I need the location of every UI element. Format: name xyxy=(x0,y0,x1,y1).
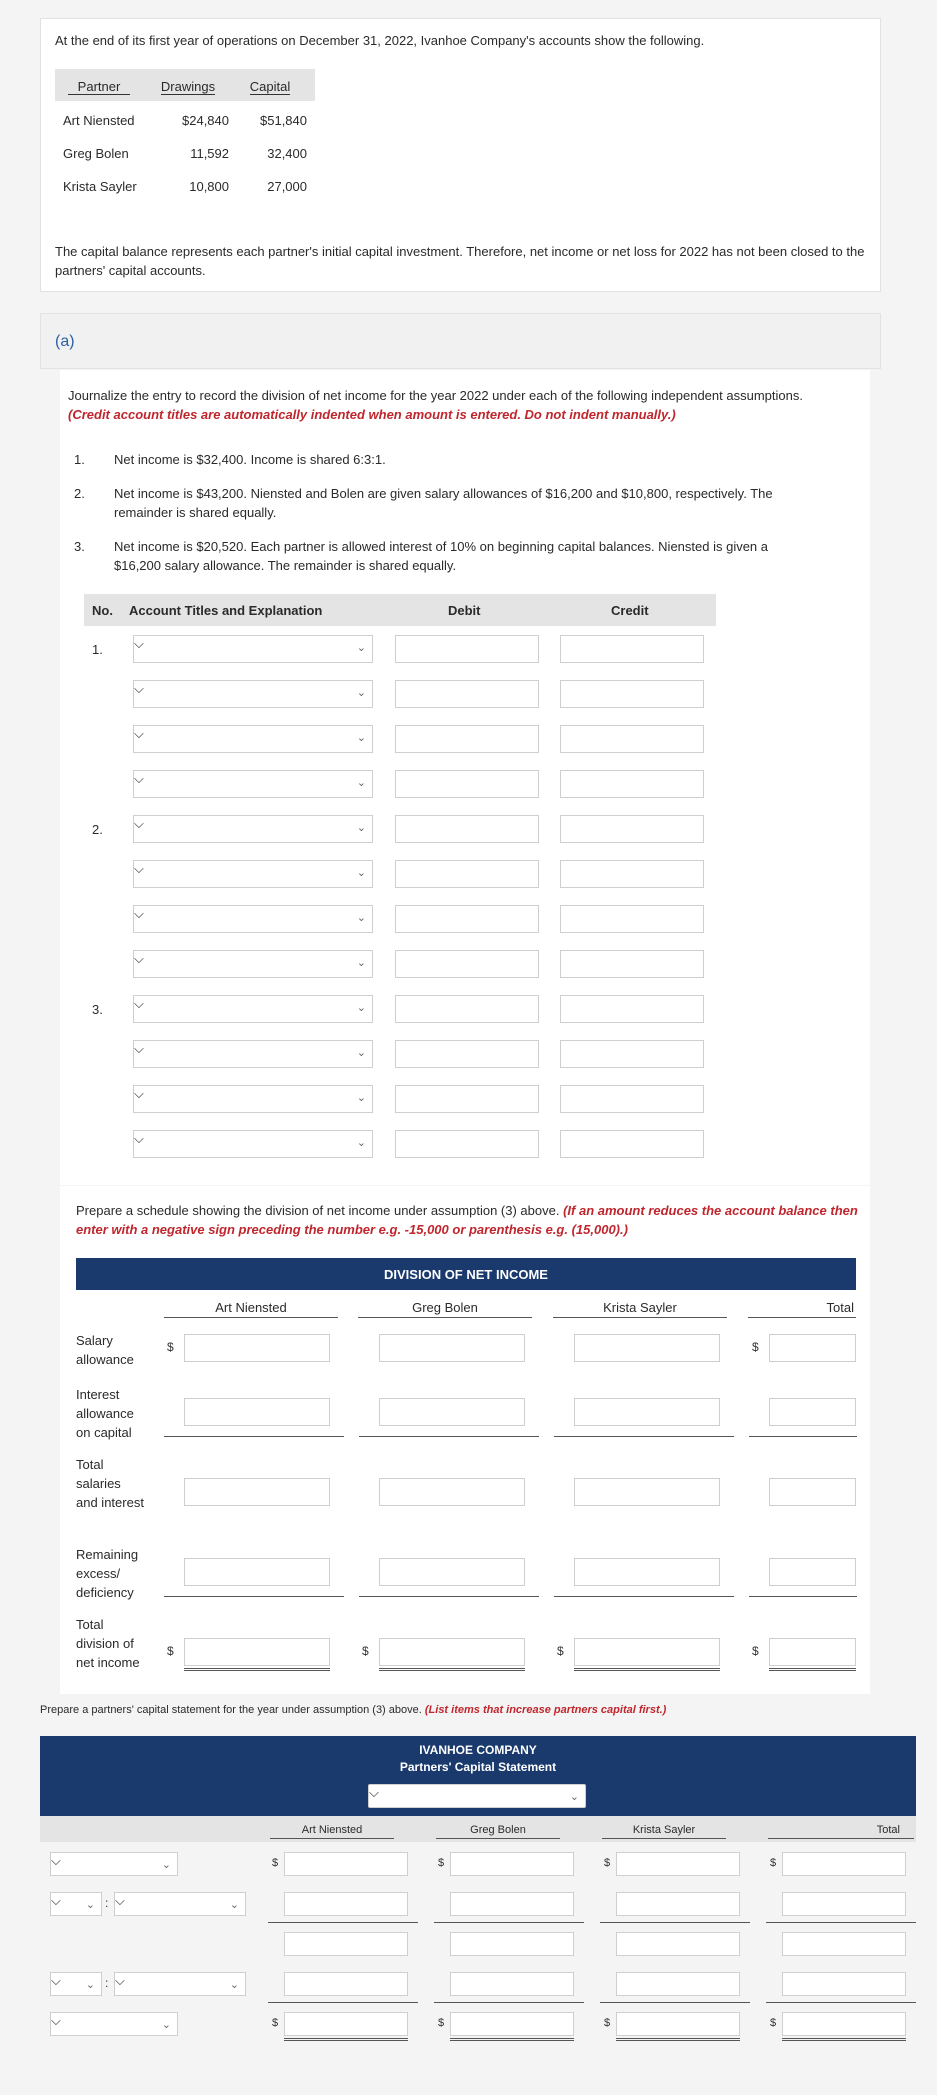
account-title-select[interactable] xyxy=(133,1130,373,1158)
capital-col-header: Total xyxy=(876,1824,900,1836)
currency-symbol: $ xyxy=(272,1857,279,1869)
col-underline xyxy=(358,1317,532,1318)
currency-symbol: $ xyxy=(604,2017,611,2029)
journal-instruction: Journalize the entry to record the division of net income for the year 2022 under each of the following independent assumptions. (Credit account titles are automatically indented when amount is entered. Do not indent manually.) xyxy=(68,388,803,422)
double-underline xyxy=(574,1668,720,1671)
currency-symbol: $ xyxy=(770,2017,777,2029)
schedule-col-header: Krista Sayler xyxy=(603,1300,677,1315)
schedule-amount-input[interactable] xyxy=(574,1478,720,1506)
schedule-row-label: Salary allowance xyxy=(76,1333,134,1367)
problem-note: The capital balance represents each partner's initial capital investment. Therefore, net income or net loss for 2022 has not been closed to the partners' capital accounts. xyxy=(55,244,865,278)
chevron-down-icon: ⌄ xyxy=(356,1002,366,1014)
chevron-down-icon: ⌄ xyxy=(356,1047,366,1059)
chevron-down-icon: ⌄ xyxy=(356,777,366,789)
statement-date-select[interactable] xyxy=(368,1784,586,1808)
schedule-amount-input[interactable] xyxy=(184,1398,330,1426)
debit-input[interactable] xyxy=(395,815,539,843)
subtotal-line xyxy=(164,1436,344,1437)
col-underline xyxy=(553,1317,727,1318)
capital-amount-input[interactable] xyxy=(616,1892,740,1916)
schedule-amount-input[interactable] xyxy=(574,1558,720,1586)
schedule-amount-input[interactable] xyxy=(574,1334,720,1362)
chevron-down-icon: ⌄ xyxy=(85,1979,95,1991)
double-underline xyxy=(769,1668,856,1671)
credit-input[interactable] xyxy=(560,770,704,798)
schedule-amount-input[interactable] xyxy=(769,1638,856,1666)
chevron-down-icon: ⌄ xyxy=(85,1899,95,1911)
account-title-select[interactable] xyxy=(133,1085,373,1113)
chevron-down-icon: ⌄ xyxy=(161,2019,171,2031)
subtotal-line xyxy=(359,1596,539,1597)
chevron-down-icon: ⌄ xyxy=(229,1899,239,1911)
account-title-select[interactable] xyxy=(133,635,373,663)
capital-col-header: Greg Bolen xyxy=(470,1824,526,1836)
currency-symbol: $ xyxy=(167,1340,174,1354)
row-drawings: 10,800 xyxy=(189,179,229,194)
capital-amount-input[interactable] xyxy=(284,1852,408,1876)
header-no: No. xyxy=(92,603,113,618)
schedule-amount-input[interactable] xyxy=(184,1334,330,1362)
credit-input[interactable] xyxy=(560,905,704,933)
row-drawings: $24,840 xyxy=(182,113,229,128)
capital-amount-input[interactable] xyxy=(616,2012,740,2036)
account-title-select[interactable] xyxy=(133,950,373,978)
account-title-select[interactable] xyxy=(133,770,373,798)
schedule-title: DIVISION OF NET INCOME xyxy=(384,1267,548,1282)
subtotal-line xyxy=(268,2002,418,2003)
schedule-amount-input[interactable] xyxy=(769,1478,856,1506)
chevron-down-icon: ⌄ xyxy=(569,1791,579,1803)
capital-amount-input[interactable] xyxy=(450,1932,574,1956)
assumption-text: Net income is $32,400. Income is shared 6:3:1. xyxy=(114,452,386,467)
double-underline xyxy=(284,2038,408,2041)
capital-amount-input[interactable] xyxy=(616,1932,740,1956)
col-underline xyxy=(768,1838,914,1839)
subtotal-line xyxy=(268,1922,418,1923)
account-title-select[interactable] xyxy=(133,905,373,933)
debit-input[interactable] xyxy=(395,1085,539,1113)
schedule-row-label: Remaining excess/ deficiency xyxy=(76,1547,139,1600)
subtotal-line xyxy=(554,1436,734,1437)
col-underline xyxy=(436,1838,560,1839)
subtotal-line xyxy=(359,1436,539,1437)
capital-amount-input[interactable] xyxy=(284,1972,408,1996)
capital-amount-input[interactable] xyxy=(782,2012,906,2036)
entry-number: 3. xyxy=(92,1002,103,1017)
credit-input[interactable] xyxy=(560,635,704,663)
account-title-select[interactable] xyxy=(133,860,373,888)
capital-item-select[interactable] xyxy=(114,1892,246,1916)
journal-card xyxy=(60,370,870,1185)
capital-amount-input[interactable] xyxy=(782,1972,906,1996)
col-underline xyxy=(748,1317,856,1318)
credit-input[interactable] xyxy=(560,860,704,888)
problem-intro: At the end of its first year of operations on December 31, 2022, Ivanhoe Company's accounts show the following. xyxy=(55,33,705,48)
currency-symbol: $ xyxy=(752,1340,759,1354)
double-underline xyxy=(782,2038,906,2041)
assumption-num: 2. xyxy=(74,486,85,501)
header-debit: Debit xyxy=(448,603,481,618)
schedule-row-label: Interest allowance on capital xyxy=(76,1387,134,1440)
subtotal-line xyxy=(749,1436,857,1437)
debit-input[interactable] xyxy=(395,770,539,798)
capital-amount-input[interactable] xyxy=(450,1852,574,1876)
assumption-text: Net income is $20,520. Each partner is allowed interest of 10% on beginning capital balances. Niensted is given a $16,200 salary allowance. The remainder is shared equally. xyxy=(114,539,769,573)
currency-symbol: $ xyxy=(557,1644,564,1658)
credit-input[interactable] xyxy=(560,1040,704,1068)
chevron-down-icon: ⌄ xyxy=(356,687,366,699)
col-underline xyxy=(164,1317,338,1318)
row-capital: 32,400 xyxy=(267,146,307,161)
debit-input[interactable] xyxy=(395,635,539,663)
row-partner: Art Niensted xyxy=(63,113,135,128)
col-underline xyxy=(602,1838,726,1839)
header-credit: Credit xyxy=(611,603,649,618)
account-title-select[interactable] xyxy=(133,680,373,708)
subtotal-line xyxy=(749,1596,857,1597)
subtotal-line xyxy=(600,1922,750,1923)
capital-col-header: Krista Sayler xyxy=(632,1824,696,1836)
entry-number: 2. xyxy=(92,822,103,837)
capital-item-select[interactable] xyxy=(50,1852,178,1876)
capital-instruction: Prepare a partners' capital statement for the year under assumption (3) above. (List items that increase partners capital first.) xyxy=(40,1704,667,1716)
schedule-col-header: Greg Bolen xyxy=(412,1300,478,1315)
schedule-amount-input[interactable] xyxy=(769,1398,856,1426)
row-partner: Krista Sayler xyxy=(63,179,137,194)
debit-input[interactable] xyxy=(395,995,539,1023)
credit-input[interactable] xyxy=(560,1130,704,1158)
currency-symbol: $ xyxy=(167,1644,174,1658)
chevron-down-icon: ⌄ xyxy=(356,642,366,654)
chevron-down-icon: ⌄ xyxy=(356,822,366,834)
debit-input[interactable] xyxy=(395,680,539,708)
debit-input[interactable] xyxy=(395,860,539,888)
chevron-down-icon: ⌄ xyxy=(356,1137,366,1149)
credit-input[interactable] xyxy=(560,725,704,753)
double-underline xyxy=(450,2038,574,2041)
credit-input[interactable] xyxy=(560,680,704,708)
double-underline xyxy=(184,1668,330,1671)
subtotal-line xyxy=(600,2002,750,2003)
schedule-amount-input[interactable] xyxy=(379,1558,525,1586)
double-underline xyxy=(379,1668,525,1671)
schedule-amount-input[interactable] xyxy=(379,1638,525,1666)
capital-amount-input[interactable] xyxy=(450,2012,574,2036)
capital-amount-input[interactable] xyxy=(284,2012,408,2036)
currency-symbol: $ xyxy=(752,1644,759,1658)
schedule-amount-input[interactable] xyxy=(184,1638,330,1666)
chevron-down-icon: ⌄ xyxy=(356,732,366,744)
subtotal-line xyxy=(164,1596,344,1597)
schedule-amount-input[interactable] xyxy=(574,1398,720,1426)
currency-symbol: $ xyxy=(770,1857,777,1869)
colon-separator: : xyxy=(105,1976,109,1990)
currency-symbol: $ xyxy=(438,1857,445,1869)
capital-amount-input[interactable] xyxy=(284,1892,408,1916)
capital-amount-input[interactable] xyxy=(782,1892,906,1916)
account-title-select[interactable] xyxy=(133,725,373,753)
col-underline xyxy=(270,1838,394,1839)
schedule-amount-input[interactable] xyxy=(769,1558,856,1586)
chevron-down-icon: ⌄ xyxy=(356,957,366,969)
credit-input[interactable] xyxy=(560,1085,704,1113)
schedule-amount-input[interactable] xyxy=(379,1334,525,1362)
assumption-num: 3. xyxy=(74,539,85,554)
row-partner: Greg Bolen xyxy=(63,146,129,161)
subtotal-line xyxy=(554,1596,734,1597)
row-drawings: 11,592 xyxy=(190,146,229,161)
subtotal-line xyxy=(766,1922,916,1923)
credit-input[interactable] xyxy=(560,950,704,978)
capital-amount-input[interactable] xyxy=(284,1932,408,1956)
currency-symbol: $ xyxy=(362,1644,369,1658)
chevron-down-icon: ⌄ xyxy=(356,1092,366,1104)
part-a-label: (a) xyxy=(55,333,75,350)
credit-input[interactable] xyxy=(560,995,704,1023)
currency-symbol: $ xyxy=(604,1857,611,1869)
capital-type-select[interactable] xyxy=(50,1972,102,1996)
account-title-select[interactable] xyxy=(133,1040,373,1068)
debit-input[interactable] xyxy=(395,1130,539,1158)
row-capital: 27,000 xyxy=(267,179,307,194)
schedule-card xyxy=(60,1186,870,1694)
schedule-col-header: Total xyxy=(826,1300,854,1315)
schedule-amount-input[interactable] xyxy=(379,1478,525,1506)
capital-item-select[interactable] xyxy=(114,1972,246,1996)
chevron-down-icon: ⌄ xyxy=(356,867,366,879)
colon-separator: : xyxy=(105,1896,109,1910)
assumption-num: 1. xyxy=(74,452,85,467)
capital-amount-input[interactable] xyxy=(782,1932,906,1956)
subtotal-line xyxy=(766,2002,916,2003)
row-capital: $51,840 xyxy=(260,113,307,128)
company-name: IVANHOE COMPANY xyxy=(419,1743,537,1757)
chevron-down-icon: ⌄ xyxy=(356,912,366,924)
schedule-amount-input[interactable] xyxy=(379,1398,525,1426)
header-partner: Partner xyxy=(55,77,143,96)
capital-col-header: Art Niensted xyxy=(301,1824,363,1836)
currency-symbol: $ xyxy=(272,2017,279,2029)
capital-type-select[interactable] xyxy=(50,1892,102,1916)
schedule-instruction: Prepare a schedule showing the division of net income under assumption (3) above. (If an amount reduces the account balance then enter with a negative sign preceding the number e.g. -15,000 or parenthesis e.g. (15,000).) xyxy=(76,1203,858,1237)
part-a-header xyxy=(40,313,881,369)
chevron-down-icon: ⌄ xyxy=(161,1859,171,1871)
debit-input[interactable] xyxy=(395,905,539,933)
chevron-down-icon: ⌄ xyxy=(229,1979,239,1991)
capital-item-select[interactable] xyxy=(50,2012,178,2036)
schedule-amount-input[interactable] xyxy=(574,1638,720,1666)
header-account: Account Titles and Explanation xyxy=(129,603,323,618)
currency-symbol: $ xyxy=(438,2017,445,2029)
debit-input[interactable] xyxy=(395,950,539,978)
double-underline xyxy=(616,2038,740,2041)
schedule-row-label: Total division of net income xyxy=(76,1617,140,1670)
header-capital: Capital xyxy=(249,79,291,94)
schedule-col-header: Art Niensted xyxy=(215,1300,287,1315)
capital-statement-card xyxy=(20,1696,937,2046)
capital-amount-input[interactable] xyxy=(450,1892,574,1916)
problem-card xyxy=(40,18,881,292)
capital-amount-input[interactable] xyxy=(616,1972,740,1996)
capital-amount-input[interactable] xyxy=(616,1852,740,1876)
account-title-select[interactable] xyxy=(133,815,373,843)
debit-input[interactable] xyxy=(395,725,539,753)
subtotal-line xyxy=(434,2002,584,2003)
capital-amount-input[interactable] xyxy=(450,1972,574,1996)
schedule-row-label: Total salaries and interest xyxy=(76,1457,144,1510)
schedule-amount-input[interactable] xyxy=(184,1558,330,1586)
credit-input[interactable] xyxy=(560,815,704,843)
entry-number: 1. xyxy=(92,642,103,657)
assumption-text: Net income is $43,200. Niensted and Bolen are given salary allowances of $16,200 and $10,800, respectively. The remainder is shared equally. xyxy=(114,486,773,520)
header-drawings: Drawings xyxy=(160,79,216,94)
schedule-amount-input[interactable] xyxy=(184,1478,330,1506)
capital-amount-input[interactable] xyxy=(782,1852,906,1876)
subtotal-line xyxy=(434,1922,584,1923)
statement-title: Partners' Capital Statement xyxy=(399,1760,557,1774)
debit-input[interactable] xyxy=(395,1040,539,1068)
schedule-amount-input[interactable] xyxy=(769,1334,856,1362)
account-title-select[interactable] xyxy=(133,995,373,1023)
